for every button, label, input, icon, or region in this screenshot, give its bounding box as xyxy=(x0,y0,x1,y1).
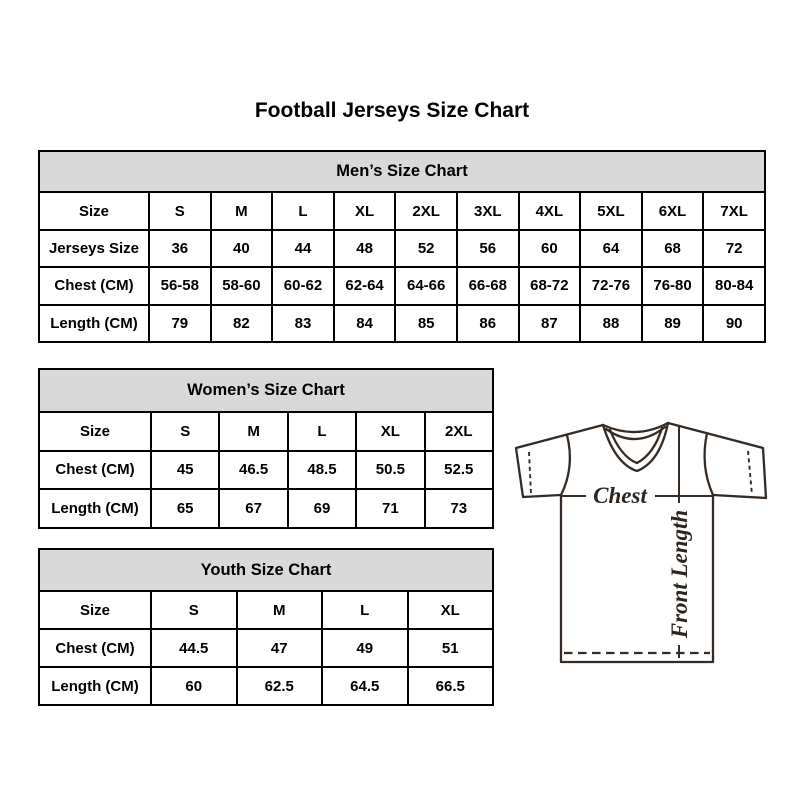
row-label: Length (CM) xyxy=(39,489,151,528)
size-value-cell: 52.5 xyxy=(425,451,493,490)
size-value-cell: L xyxy=(288,412,356,451)
size-value-cell: 71 xyxy=(356,489,424,528)
size-value-cell: 60-62 xyxy=(272,267,334,304)
size-value-cell: 46.5 xyxy=(219,451,287,490)
size-value-cell: 62.5 xyxy=(237,667,323,705)
table-row xyxy=(39,667,493,705)
row-label: Size xyxy=(39,591,151,629)
size-value-cell: S xyxy=(151,591,237,629)
size-value-cell: 2XL xyxy=(425,412,493,451)
size-value-cell: 48.5 xyxy=(288,451,356,490)
size-value-cell: L xyxy=(322,591,408,629)
row-label: Chest (CM) xyxy=(39,629,151,667)
size-value-cell: 66.5 xyxy=(408,667,494,705)
table-row xyxy=(39,230,765,267)
youth-table-title: Youth Size Chart xyxy=(39,549,493,591)
left-sleeve-seam xyxy=(561,435,570,495)
table-row xyxy=(39,489,493,528)
size-value-cell: 58-60 xyxy=(211,267,273,304)
size-value-cell: M xyxy=(219,412,287,451)
size-value-cell: 69 xyxy=(288,489,356,528)
table-row xyxy=(39,629,493,667)
size-value-cell: 84 xyxy=(334,305,396,342)
women-table xyxy=(38,368,494,529)
size-value-cell: 56 xyxy=(457,230,519,267)
size-value-cell: M xyxy=(237,591,323,629)
size-value-cell: 90 xyxy=(703,305,765,342)
row-label: Length (CM) xyxy=(39,305,149,342)
size-value-cell: 45 xyxy=(151,451,219,490)
jersey-measurement-diagram xyxy=(496,400,778,674)
youth-size-chart-table xyxy=(38,548,494,706)
size-value-cell: 48 xyxy=(334,230,396,267)
size-value-cell: 73 xyxy=(425,489,493,528)
table-row xyxy=(39,412,493,451)
womens-size-chart-table xyxy=(38,368,494,529)
table-row xyxy=(39,591,493,629)
size-value-cell: 52 xyxy=(395,230,457,267)
size-value-cell: 79 xyxy=(149,305,211,342)
size-value-cell: 76-80 xyxy=(642,267,704,304)
left-cuff-dashed-line xyxy=(529,452,531,494)
size-value-cell: 44 xyxy=(272,230,334,267)
size-value-cell: 60 xyxy=(519,230,581,267)
size-value-cell: M xyxy=(211,192,273,229)
size-value-cell: 80-84 xyxy=(703,267,765,304)
collar-v-outer xyxy=(603,423,668,471)
row-label: Chest (CM) xyxy=(39,267,149,304)
size-value-cell: 50.5 xyxy=(356,451,424,490)
size-value-cell: XL xyxy=(408,591,494,629)
right-sleeve-seam xyxy=(705,433,713,495)
chest-label: Chest xyxy=(593,483,647,508)
table-row xyxy=(39,192,765,229)
size-value-cell: 64-66 xyxy=(395,267,457,304)
page-title: Football Jerseys Size Chart xyxy=(254,99,530,122)
size-value-cell: 87 xyxy=(519,305,581,342)
size-value-cell: 82 xyxy=(211,305,273,342)
size-value-cell: 49 xyxy=(322,629,408,667)
row-label: Size xyxy=(39,412,151,451)
jersey-outline xyxy=(516,423,766,662)
size-value-cell: 6XL xyxy=(642,192,704,229)
size-value-cell: 68-72 xyxy=(519,267,581,304)
row-label: Jerseys Size xyxy=(39,230,149,267)
size-value-cell: 89 xyxy=(642,305,704,342)
size-value-cell: 40 xyxy=(211,230,273,267)
size-value-cell: L xyxy=(272,192,334,229)
right-cuff-dashed-line xyxy=(748,451,752,495)
size-value-cell: 60 xyxy=(151,667,237,705)
row-label: Chest (CM) xyxy=(39,451,151,490)
size-value-cell: 64 xyxy=(580,230,642,267)
size-value-cell: XL xyxy=(334,192,396,229)
women-table-title: Women’s Size Chart xyxy=(39,369,493,412)
size-value-cell: 3XL xyxy=(457,192,519,229)
row-label: Length (CM) xyxy=(39,667,151,705)
size-value-cell: 47 xyxy=(237,629,323,667)
size-value-cell: 86 xyxy=(457,305,519,342)
size-value-cell: 66-68 xyxy=(457,267,519,304)
size-value-cell: 72 xyxy=(703,230,765,267)
size-value-cell: 64.5 xyxy=(322,667,408,705)
row-label: Size xyxy=(39,192,149,229)
table-row xyxy=(39,305,765,342)
size-value-cell: S xyxy=(149,192,211,229)
front-length-label: Front Length xyxy=(667,509,692,639)
size-value-cell: 67 xyxy=(219,489,287,528)
mens-size-chart-table xyxy=(38,150,766,343)
size-value-cell: 88 xyxy=(580,305,642,342)
size-value-cell: 44.5 xyxy=(151,629,237,667)
size-value-cell: 68 xyxy=(642,230,704,267)
size-value-cell: 2XL xyxy=(395,192,457,229)
size-value-cell: S xyxy=(151,412,219,451)
size-value-cell: XL xyxy=(356,412,424,451)
table-row xyxy=(39,451,493,490)
size-value-cell: 4XL xyxy=(519,192,581,229)
size-value-cell: 72-76 xyxy=(580,267,642,304)
men-table xyxy=(38,150,766,343)
size-value-cell: 5XL xyxy=(580,192,642,229)
size-value-cell: 7XL xyxy=(703,192,765,229)
table-row xyxy=(39,267,765,304)
size-value-cell: 65 xyxy=(151,489,219,528)
size-value-cell: 85 xyxy=(395,305,457,342)
size-value-cell: 83 xyxy=(272,305,334,342)
size-value-cell: 36 xyxy=(149,230,211,267)
size-value-cell: 51 xyxy=(408,629,494,667)
men-table-title: Men’s Size Chart xyxy=(39,151,765,192)
size-value-cell: 56-58 xyxy=(149,267,211,304)
youth-table xyxy=(38,548,494,706)
size-value-cell: 62-64 xyxy=(334,267,396,304)
